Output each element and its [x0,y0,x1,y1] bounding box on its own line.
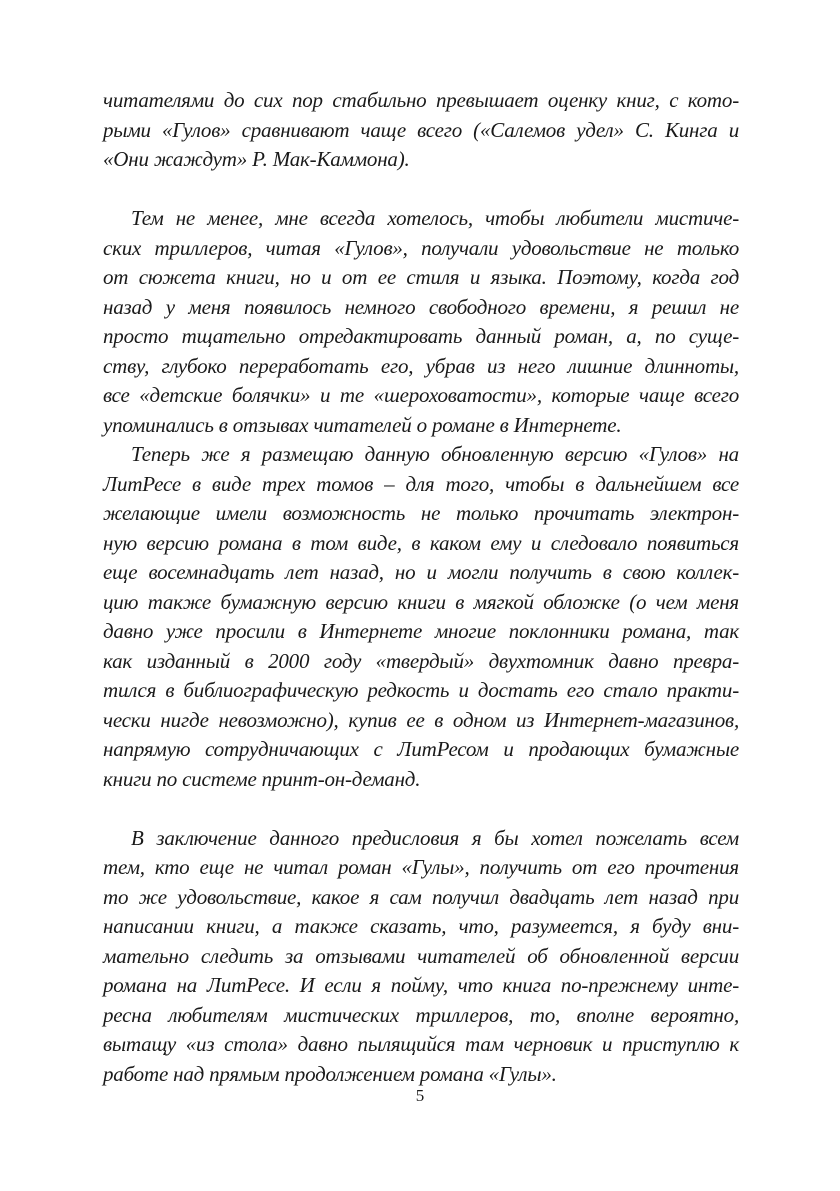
text-line: мательно следить за отзывами читателей об обновленной версии [103,943,739,968]
text-line: Теперь же я размещаю данную обновленную версию «Гулов» на [131,442,739,466]
paragraph-continuation [103,86,739,175]
text-line: ЛитРесе в виде трех томов – для того, чтобы в дальнейшем все [103,471,739,496]
text-line: цию также бумажную версию книги в мягкой обложке (о чем меня [103,589,739,614]
text-line: тился в библиографическую редкость и достать его стало практи- [103,678,739,702]
paragraph-conclusion [103,824,739,1090]
text-line: тем, кто еще не читал роман «Гулы», получить от его прочтения [103,855,739,879]
text-line: то же удовольствие, какое я сам получил двадцать лет назад при [103,884,739,909]
text-line: давно уже просили в Интернете многие поклонники романа, так [103,619,739,643]
document-page [103,86,739,1089]
text-line: чески нигде невозможно), купив ее в одном из Интернет-магазинов, [103,707,739,732]
text-line: работе над прямым продолжением романа «Гулы». [103,1061,557,1086]
paragraph-three-volumes [103,440,739,794]
text-line: еще восемнадцать лет назад, но и могли получить в свою коллек- [103,560,739,584]
text-line: упоминались в отзывах читателей о романе в Интернете. [103,412,622,437]
text-line: напрямую сотрудничающих с ЛитРесом и продающих бумажные [103,737,739,761]
text-line: желающие имели возможность не только прочитать электрон- [103,501,739,525]
paragraph-gap [103,794,739,824]
text-line: ную версию романа в том виде, в каком ему и следовало появиться [103,530,739,555]
text-line: ских триллеров, читая «Гулов», получали удовольствие не только [103,235,739,260]
text-line: как изданный в 2000 году «твердый» двухтомник давно превра- [103,648,739,673]
text-line: книги по системе принт-он-деманд. [103,766,421,791]
text-line: ресна любителям мистических триллеров, то, вполне вероятно, [103,1002,739,1027]
text-line: от сюжета книги, но и от ее стиля и языка. Поэтому, когда год [103,265,739,289]
text-line: все «детские болячки» и те «шероховатости», которые чаще всего [103,383,739,407]
text-line: ству, глубоко переработать его, убрав из него лишние длинноты, [103,353,739,378]
page-number: 5 [415,1086,425,1105]
text-line: просто тщательно отредактировать данный роман, а, по суще- [103,324,739,348]
text-line: написании книги, а также сказать, что, разумеется, я буду вни- [103,914,739,938]
text-line: читателями до сих пор стабильно превышает оценку книг, с кото- [103,88,739,112]
paragraph-style-and-language [103,204,739,440]
text-line: романа на ЛитРесе. И если я пойму, что книга по-прежнему инте- [103,973,739,997]
text-line: назад у меня появилось немного свободного времени, я решил не [103,294,739,319]
text-line: вытащу «из стола» давно пылящийся там черновик и приступлю к [103,1032,739,1056]
text-line: В заключение данного предисловия я бы хотел пожелать всем [131,825,739,850]
paragraph-gap [103,175,739,205]
text-line: рыми «Гулов» сравнивают чаще всего («Салемов удел» С. Кинга и [103,117,739,142]
text-line: «Они жаждут» Р. Мак-Каммона). [103,147,410,171]
text-line: Тем не менее, мне всегда хотелось, чтобы любители мистиче- [131,206,739,230]
